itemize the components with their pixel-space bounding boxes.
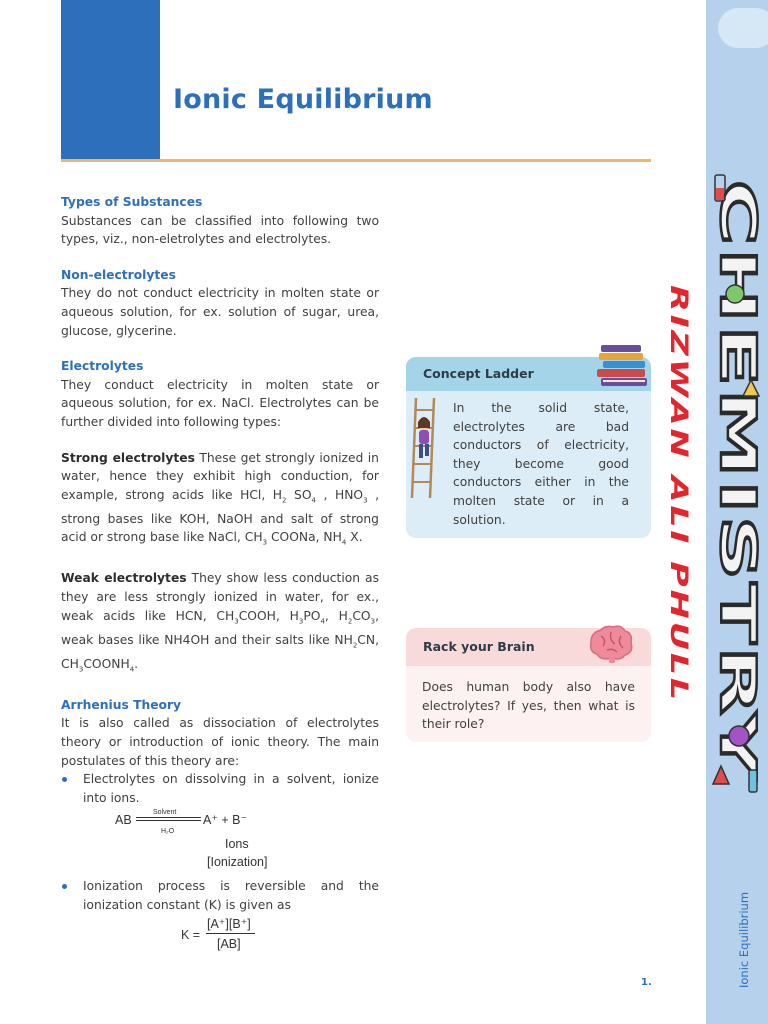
ionization-constant-equation: [61, 914, 379, 962]
strong-electrolytes-label: Strong electrolytes: [61, 450, 195, 465]
strong-electrolytes-paragraph: Strong electrolytes These get strongly ionized in water, hence they exhibit high conduction, for example, strong acids like HCl, $H_2$ $SO_4$ , $HNO_3$ , strong bases like KOH, NaOH and salt of strong acid or strong base like NaCl, $CH_3$ COONa, $NH_4$ X.: [61, 450, 379, 547]
postulates-list: [61, 770, 379, 807]
rack-your-brain-title: Rack your Brain: [423, 639, 535, 654]
arrhenius-heading: Arrhenius Theory: [61, 697, 182, 712]
eq-water-label: H₂O: [161, 828, 175, 836]
k-numerator: [A⁺][B⁺]: [207, 917, 251, 932]
title-divider: [61, 159, 651, 162]
ladder-girl-icon: [410, 398, 440, 498]
weak-electrolytes-label: Weak electrolytes: [61, 571, 187, 586]
electrolytes-text: They conduct electricity in molten state or aqueous solution, for ex. NaCl. Electrolytes can be further divided into following types:: [61, 377, 379, 429]
non-electrolytes-text: They do not conduct electricity in molten state or aqueous solution, for ex. solution of sugar, urea, glucose, glycerine.: [61, 286, 379, 338]
concept-ladder-title: Concept Ladder: [423, 366, 534, 381]
k-denominator: [AB]: [217, 937, 241, 952]
fraction-bar: [206, 933, 255, 934]
types-heading: Types of Substances: [61, 195, 203, 209]
eq-ionization-label: [Ionization]: [207, 855, 268, 870]
main-column: [61, 193, 379, 962]
side-chapter-label: Ionic Equilibrium: [737, 891, 751, 988]
chemistry-brand-banner: [663, 170, 768, 820]
brand-wordmark: CHEMISTRY: [709, 180, 766, 511]
non-electrolytes-heading: Non-electrolytes: [61, 267, 176, 282]
eq-solvent-label: Solvent: [153, 809, 177, 817]
rack-your-brain-text: Does human body also have electrolytes? If yes, then what is their role?: [422, 680, 635, 732]
page-number: 1.: [641, 977, 652, 988]
equilibrium-arrow-icon: [136, 817, 201, 822]
brain-icon: [587, 624, 635, 664]
concept-ladder-text: In the solid state, electrolytes are bad conductors of electricity, they become good conductors either in the molten state or in a solution.: [453, 401, 629, 527]
eq-reactant: AB: [115, 813, 132, 828]
page-title: Ionic Equilibrium: [173, 84, 433, 115]
eq-products: A⁺ + B⁻: [203, 813, 248, 828]
header-color-block: [61, 0, 160, 160]
postulates-list-2: [61, 877, 379, 914]
weak-electrolytes-paragraph: Weak electrolytes They show less conduction as they are less strongly ionized in water, for ex., weak acids like HCN, $CH_3COOH$, $H_3PO_4$, $H_2CO_3$, weak bases like NH4OH and their salts like $NH_2CN$, $CH_3COONH_4$.: [61, 571, 379, 674]
author-name: RIZWAN ALI PHULL: [665, 285, 693, 574]
books-icon: [597, 343, 653, 393]
cloud-decoration: [718, 8, 768, 48]
electrolytes-heading: Electrolytes: [61, 359, 144, 374]
ionization-equation: [61, 807, 379, 871]
arrhenius-text: It is also called as dissociation of electrolytes theory or introduction of ionic theory. The main postulates of this theory are:: [61, 716, 379, 768]
list-item: Electrolytes on dissolving in a solvent, ionize into ions.: [61, 770, 379, 807]
types-text: Substances can be classified into following two types, viz., non-eletrolytes and electrolytes.: [61, 213, 379, 247]
list-item: Ionization process is reversible and the ionization constant (K) is given as: [61, 877, 379, 914]
eq-ions-label: Ions: [225, 837, 249, 852]
k-label: K =: [181, 928, 201, 943]
